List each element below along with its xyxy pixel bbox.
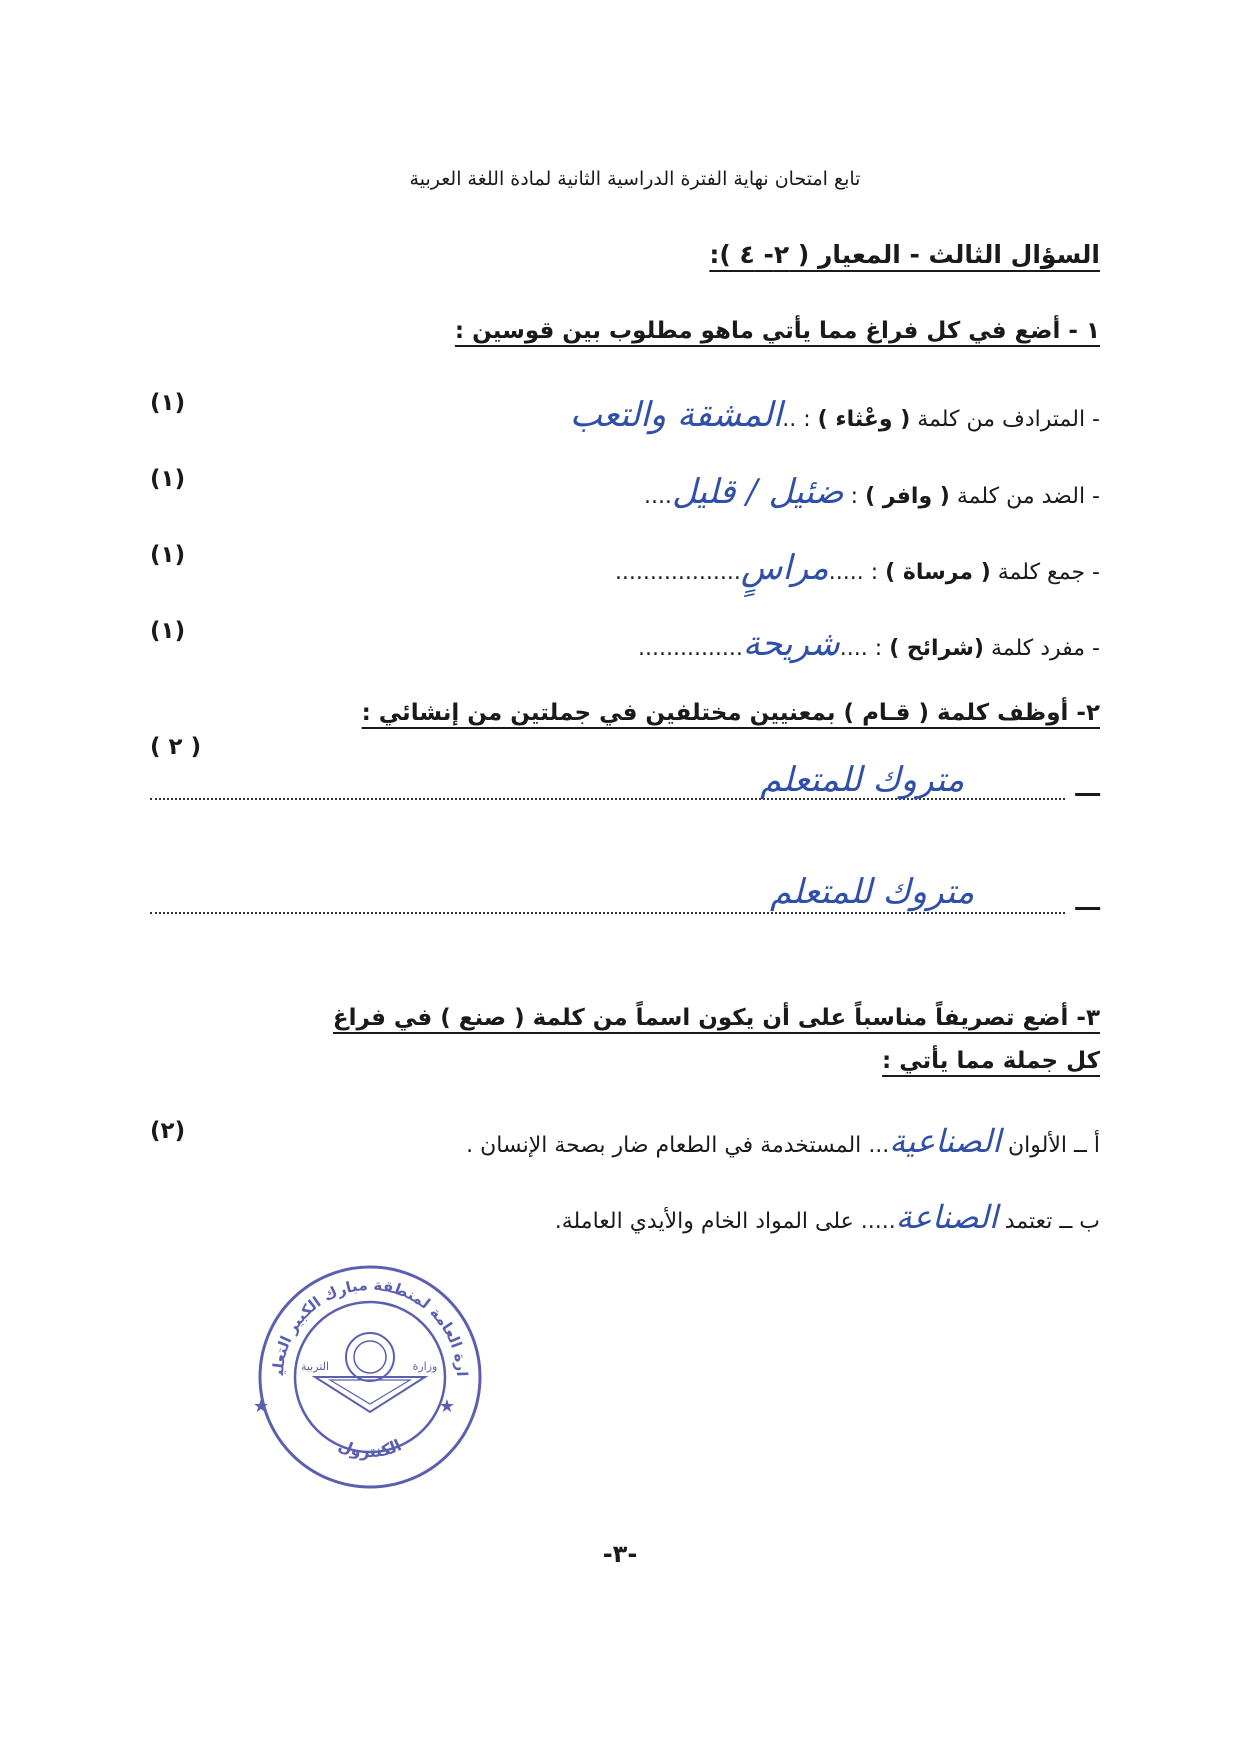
item-suffix: المستخدمة في الطعام ضار بصحة الإنسان . — [466, 1133, 862, 1158]
handwritten-answer: المشقة والتعب — [569, 395, 783, 435]
dots: .................. — [614, 560, 741, 585]
handwritten-answer: الصناعية — [889, 1122, 1001, 1160]
svg-text:★: ★ — [255, 1396, 269, 1417]
item-prefix: - جمع كلمة — [997, 560, 1100, 585]
answer-line — [150, 912, 1065, 914]
handwritten-answer: ضئيل / قليل — [671, 472, 844, 512]
item-word: (شرائح ) — [889, 636, 984, 661]
svg-text:الإدارة العامة لمنطقة مبارك ال — [255, 1262, 471, 1377]
item-separator: : — [803, 407, 811, 432]
question-title: السؤال الثالث - المعيار ( ٢- ٤ ): — [709, 240, 1100, 269]
item-prefix: أ ــ الألوان — [1008, 1133, 1100, 1158]
part3-item-b — [555, 1198, 1100, 1236]
svg-text:الكنترول — [336, 1435, 404, 1461]
mark-label: (١) — [150, 466, 186, 492]
item-separator: : — [870, 560, 879, 585]
mark-label: (١) — [150, 618, 186, 644]
page-number: -٣- — [602, 1540, 638, 1568]
mark-label: (١) — [150, 542, 186, 568]
handwritten-answer: شريحة — [742, 624, 840, 664]
mark-label: (٢) — [150, 1118, 186, 1144]
dots: ..... — [860, 1209, 896, 1234]
handwritten-answer: متروك للمتعلم — [760, 760, 965, 800]
item-word: ( وافر ) — [865, 484, 950, 509]
part1-item-singular — [638, 624, 1100, 664]
mark-label: ( ٢ ) — [150, 734, 202, 760]
part1-title: ١ - أضع في كل فراغ مما يأتي ماهو مطلوب بين قوسين : — [454, 318, 1100, 344]
dots: ... — [868, 1133, 890, 1158]
stamp-ring-text: ارة العامة لمنطقة مبارك الكبير التعلي — [268, 1275, 472, 1377]
dots: ..... — [828, 560, 864, 585]
stamp-right-text: وزارة — [412, 1360, 438, 1373]
handwritten-answer: مراسٍ — [740, 548, 829, 588]
line-dash: ـــ — [1075, 888, 1100, 916]
dots: ............... — [638, 636, 743, 661]
item-word: ( مرساة ) — [885, 560, 991, 585]
line-dash: ـــ — [1075, 774, 1100, 802]
item-prefix: - مفرد كلمة — [990, 636, 1100, 661]
part2-title: ٢- أوظف كلمة ( قـام ) بمعنيين مختلفين في جملتين من إنشائي : — [361, 700, 1100, 726]
dots: .. — [782, 407, 797, 432]
item-prefix: ب ــ تعتمد — [1004, 1209, 1100, 1234]
item-separator: : — [850, 484, 859, 509]
part3-title-line2: كل جملة مما يأتي : — [882, 1048, 1100, 1074]
item-word: ( وعْثاء ) — [817, 407, 911, 432]
stamp-left-text: التربية — [300, 1360, 330, 1373]
part3-title-line1: ٣- أضع تصريفاً مناسباً على أن يكون اسماً من كلمة ( صنع ) في فراغ — [332, 1005, 1100, 1031]
mark-label: (١) — [150, 390, 186, 416]
stamp-bottom-text: الكنترول — [335, 1435, 405, 1462]
handwritten-answer: الصناعة — [895, 1198, 998, 1236]
dots: .... — [839, 636, 868, 661]
part1-item-antonym — [644, 472, 1100, 512]
dots: .... — [643, 484, 672, 509]
official-stamp — [255, 1262, 485, 1492]
handwritten-answer: متروك للمتعلم — [770, 872, 975, 912]
part3-item-a — [466, 1122, 1100, 1160]
svg-text:★: ★ — [438, 1396, 455, 1417]
item-suffix: على المواد الخام والأيدي العاملة. — [554, 1209, 854, 1234]
part1-item-plural — [615, 548, 1100, 588]
item-separator: : — [874, 636, 883, 661]
item-prefix: - الضد من كلمة — [956, 484, 1100, 509]
item-prefix: - المترادف من كلمة — [917, 407, 1100, 432]
part1-item-synonym — [570, 395, 1100, 435]
exam-header: تابع امتحان نهاية الفترة الدراسية الثانية لمادة اللغة العربية — [409, 168, 861, 190]
